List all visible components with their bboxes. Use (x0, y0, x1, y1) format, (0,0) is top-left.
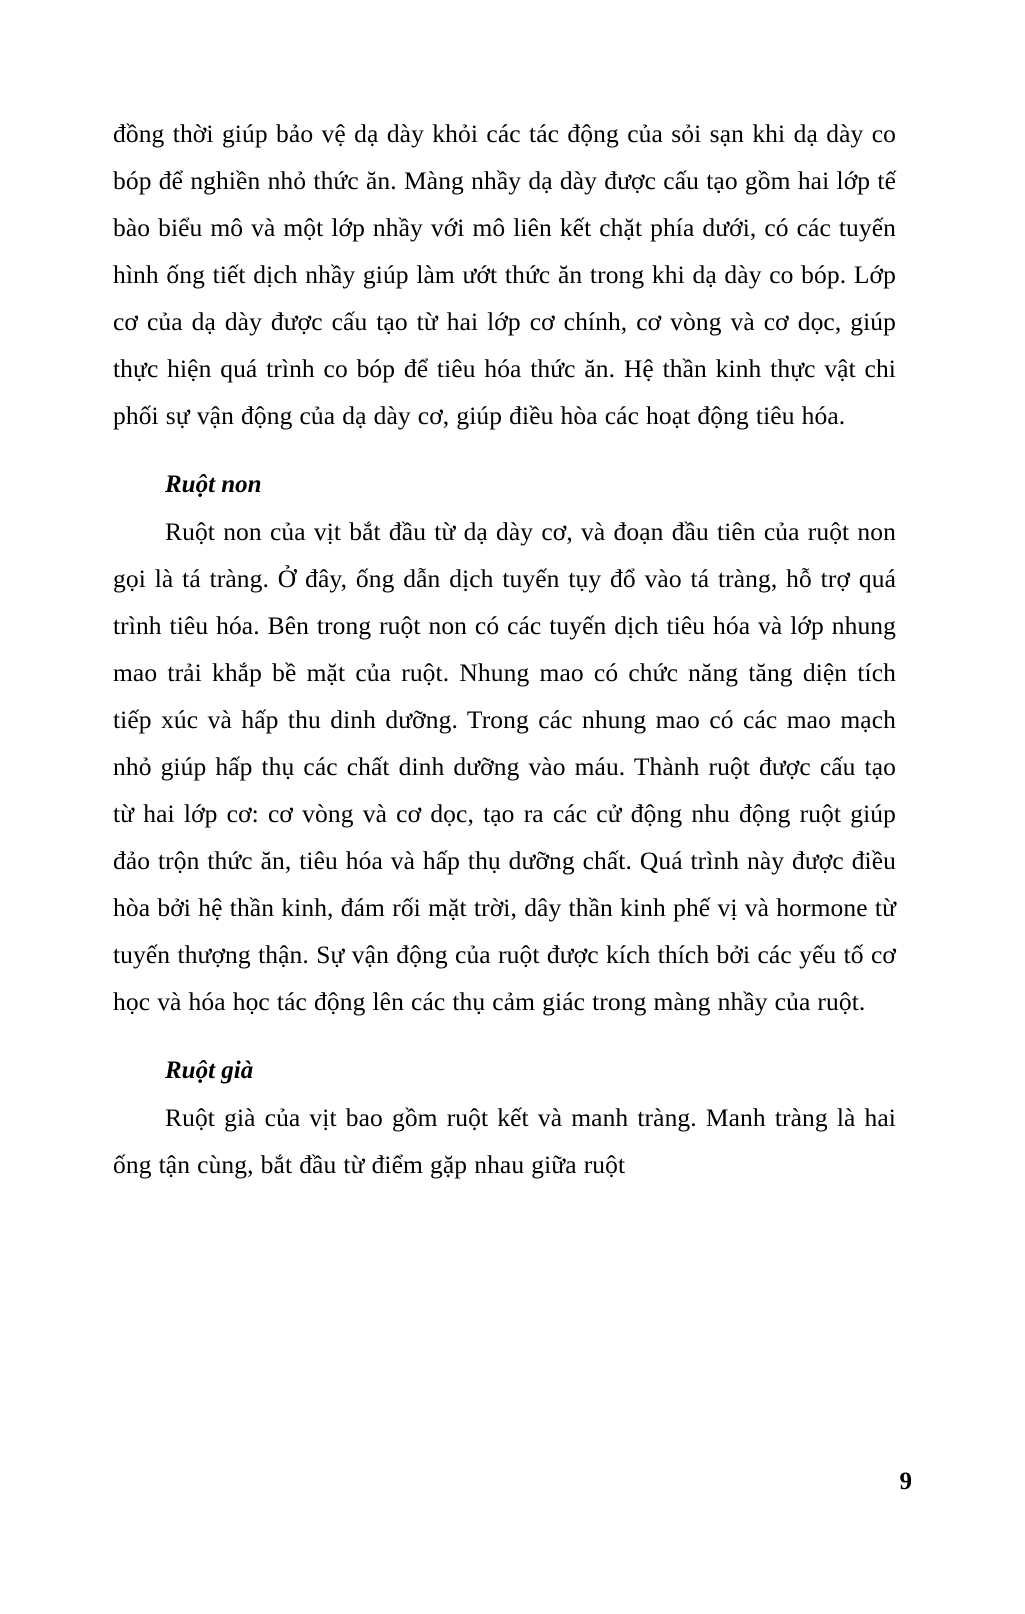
page-number: 9 (899, 1468, 912, 1495)
spacer-before-large-intestine-heading (113, 1025, 896, 1047)
heading-small-intestine: Ruột non (165, 471, 262, 498)
paragraph-small-intestine: Ruột non của vịt bắt đầu từ dạ dày cơ, và đoạn đầu tiên của ruột non gọi là tá tràng. Ở đây, ống dẫn dịch tuyến tụy đổ vào tá tràng, hỗ trợ quá trình tiêu hóa. Bên trong ruột non có các tuyến dịch tiêu hóa và lớp nhung mao trải khắp bề mặt của ruột. Nhung mao có chức năng tăng diện tích tiếp xúc và hấp thu dinh dưỡng. Trong các nhung mao có các mao mạch nhỏ giúp hấp thụ các chất dinh dưỡng vào máu. Thành ruột được cấu tạo từ hai lớp cơ: cơ vòng và cơ dọc, tạo ra các cử động nhu động ruột giúp đảo trộn thức ăn, tiêu hóa và hấp thụ dưỡng chất. Quá trình này được điều hòa bởi hệ thần kinh, đám rối mặt trời, dây thần kinh phế vị và hormone từ tuyến thượng thận. Sự vận động của ruột được kích thích bởi các yếu tố cơ học và hóa học tác động lên các thụ cảm giác trong màng nhầy của ruột. (113, 517, 896, 1016)
heading-large-intestine: Ruột già (165, 1057, 254, 1084)
paragraph-large-intestine: Ruột già của vịt bao gồm ruột kết và manh tràng. Manh tràng là hai ống tận cùng, bắt đầu từ điểm gặp nhau giữa ruột (113, 1103, 896, 1179)
spacer-before-small-intestine-heading (113, 439, 896, 461)
page-content (113, 110, 896, 1188)
paragraph-stomach-mucosa: đồng thời giúp bảo vệ dạ dày khỏi các tác động của sỏi sạn khi dạ dày co bóp để nghiền nhỏ thức ăn. Màng nhầy dạ dày được cấu tạo gồm hai lớp tế bào biểu mô và một lớp nhầy với mô liên kết chặt phía dưới, có các tuyến hình ống tiết dịch nhầy giúp làm ướt thức ăn trong khi dạ dày co bóp. Lớp cơ của dạ dày được cấu tạo từ hai lớp cơ chính, cơ vòng và cơ dọc, giúp thực hiện quá trình co bóp để tiêu hóa thức ăn. Hệ thần kinh thực vật chi phối sự vận động của dạ dày cơ, giúp điều hòa các hoạt động tiêu hóa. (113, 119, 896, 430)
